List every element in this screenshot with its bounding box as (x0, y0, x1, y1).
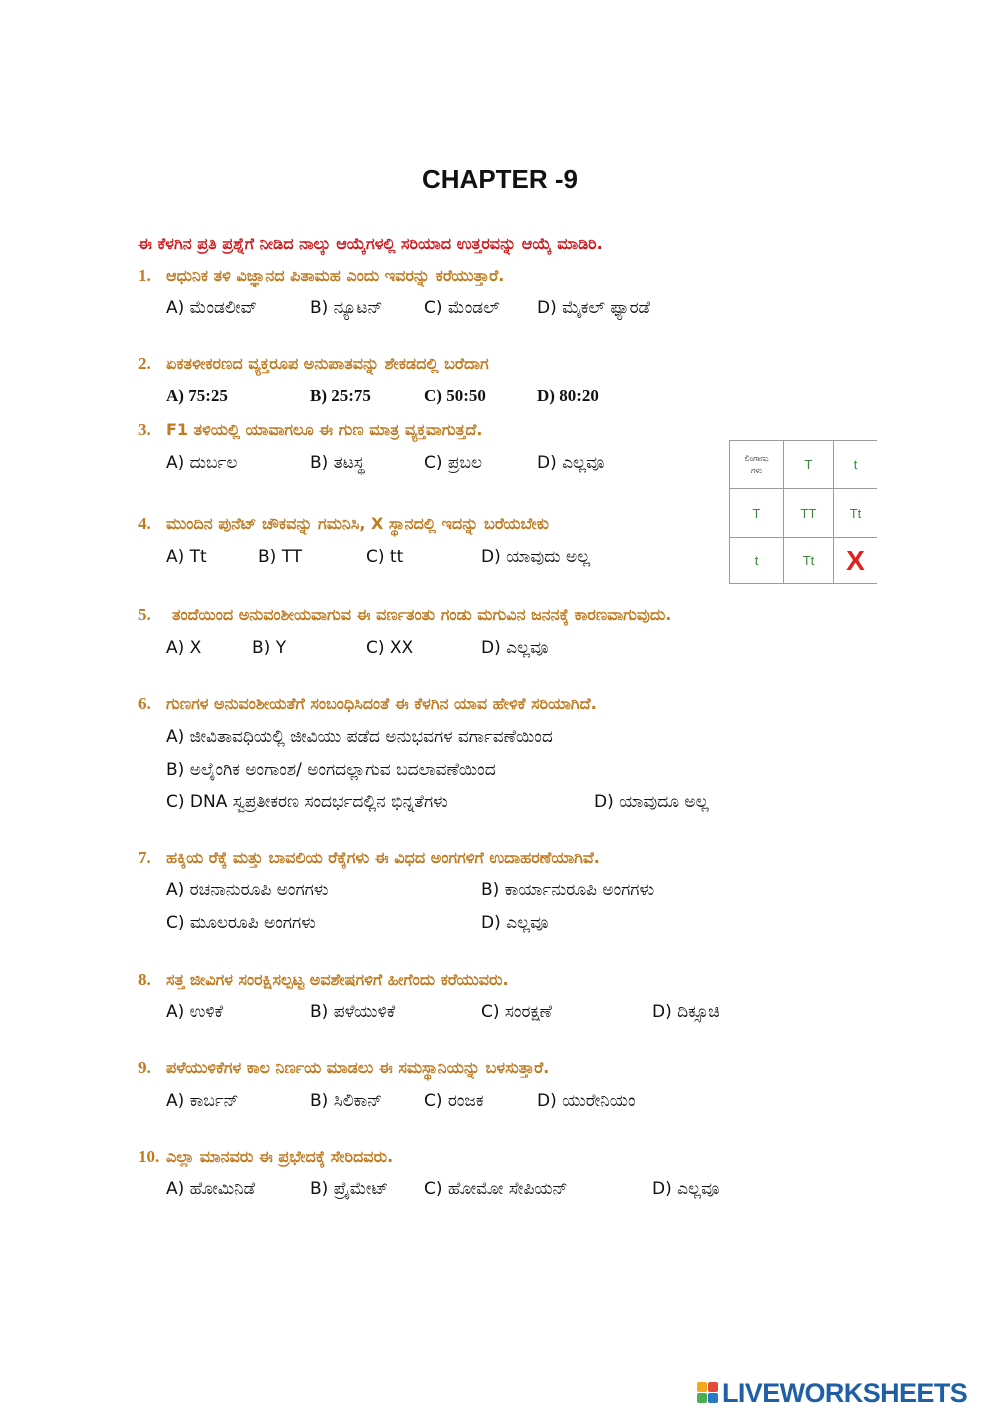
question-text: ಏಕತಳೀಕರಣದ ವ್ಯಕ್ತರೂಪ ಅನುಪಾತವನ್ನು ಶೇಕಡದಲ್ಲಿ ಬರೆದಾಗ (166, 354, 489, 373)
option-b: B) 25:75 (310, 386, 371, 405)
punnett-header-cell: t (834, 441, 878, 489)
option-c: C) tt (366, 547, 404, 567)
option-a: A) ಉಳಿಕೆ (166, 1002, 224, 1022)
question-number: 6. (138, 694, 151, 713)
option-d: D) 80:20 (537, 386, 599, 405)
option-d: D) ಯುರೇನಿಯಂ (537, 1091, 636, 1111)
brand-name: LIVEWORKSHEETS (722, 1377, 968, 1408)
option-d: D) ಎಲ್ಲವೂ (652, 1179, 720, 1199)
question-number: 1. (138, 266, 151, 285)
option-b: B) ಪ್ರೈಮೇಟ್ (310, 1179, 389, 1199)
question-text: ಆಧುನಿಕ ತಳಿ ವಿಜ್ಞಾನದ ಪಿತಾಮಹ ಎಂದು ಇವರನ್ನು ಕರೆಯುತ್ತಾರೆ. (166, 266, 505, 285)
option-b: B) TT (258, 547, 303, 567)
option-b: B) ಕಾರ್ಯಾನುರೂಪಿ ಅಂಗಗಳು (481, 880, 655, 900)
punnett-cell: Tt (784, 538, 834, 584)
question-text: ಪಳೆಯುಳಿಕೆಗಳ ಕಾಲ ನಿರ್ಣಯ ಮಾಡಲು ಈ ಸಮಸ್ಥಾನಿಯನ್ನು ಬಳಸುತ್ತಾರೆ. (166, 1058, 550, 1077)
question-number: 9. (138, 1058, 151, 1077)
option-a: A) ಹೋಮಿನಿಡೆ (166, 1179, 256, 1199)
option-a: A) ರಚನಾನುರೂಪಿ ಅಂಗಗಳು (166, 880, 329, 900)
option-a: A) ದುರ್ಬಲ (166, 453, 238, 473)
question-text: ಸತ್ತ ಜೀವಿಗಳ ಸಂರಕ್ಷಿಸಲ್ಪಟ್ಟ ಅವಶೇಷಗಳಿಗೆ ಹೀಗೆಂದು ಕರೆಯುವರು. (166, 970, 509, 989)
punnett-square (729, 440, 877, 584)
option-c: C) ಮೆಂಡಲ್ (424, 298, 500, 318)
option-a: A) Tt (166, 547, 207, 567)
question-number: 4. (138, 514, 151, 533)
punnett-corner-label: ಲಿಂಗಾಣು (744, 453, 769, 463)
question-text: ತಂದೆಯಿಂದ ಅನುವಂಶೀಯವಾಗುವ ಈ ವರ್ಣತಂತು ಗಂಡು ಮಗುವಿನ ಜನನಕ್ಕೆ ಕಾರಣವಾಗುವುದು. (172, 605, 672, 624)
punnett-corner-label: ಗಳು (750, 465, 763, 475)
question-text: ಹಕ್ಕಿಯ ರೆಕ್ಕೆ ಮತ್ತು ಬಾವಲಿಯ ರೆಕ್ಕೆಗಳು ಈ ವಿಧದ ಅಂಗಗಳಿಗೆ ಉದಾಹರಣೆಯಾಗಿವೆ. (166, 848, 600, 867)
question-text: ಮುಂದಿನ ಪುನೆಟ್ ಚೌಕವನ್ನು ಗಮನಿಸಿ, X ಸ್ಥಾನದಲ್ಲಿ ಇದನ್ನು ಬರೆಯಬೇಕು (166, 514, 550, 533)
question-text: ಎಲ್ಲಾ ಮಾನವರು ಈ ಪ್ರಭೇದಕ್ಕೆ ಸೇರಿದವರು. (166, 1147, 394, 1166)
option-d: D) ಯಾವುದು ಅಲ್ಲ (481, 547, 591, 567)
option-d: D) ಮೈಕಲ್ ಫ್ಯಾರಡೆ (537, 298, 651, 318)
question-number: 2. (138, 354, 151, 373)
option-a: A) 75:25 (166, 386, 228, 405)
option-c: C) ಮೂಲರೂಪಿ ಅಂಗಗಳು (166, 913, 316, 933)
question-number: 10. (138, 1147, 160, 1166)
question-text: ಗುಣಗಳ ಅನುವಂಶೀಯತೆಗೆ ಸಂಬಂಧಿಸಿದಂತೆ ಈ ಕೆಳಗಿನ ಯಾವ ಹೇಳಿಕೆ ಸರಿಯಾಗಿದೆ. (166, 694, 597, 713)
option-b: B) ಅಲೈಂಗಿಕ ಅಂಗಾಂಶ/ ಅಂಗದಲ್ಲಾಗುವ ಬದಲಾವಣೆಯಿಂದ (166, 760, 496, 780)
page-title: CHAPTER -9 (421, 164, 578, 194)
instruction-text: ಈ ಕೆಳಗಿನ ಪ್ರತಿ ಪ್ರಶ್ನೆಗೆ ನೀಡಿದ ನಾಲ್ಕು ಆಯ್ಕೆಗಳಲ್ಲಿ ಸರಿಯಾದ ಉತ್ತರವನ್ನು ಆಯ್ಕೆ ಮಾಡಿರಿ. (138, 234, 603, 253)
option-d: D) ಎಲ್ಲವೂ (481, 913, 549, 933)
option-c: C) ಸಂರಕ್ಷಣೆ (481, 1002, 553, 1022)
option-a: A) ಕಾರ್ಬನ್ (166, 1091, 239, 1111)
punnett-corner-cell (730, 441, 784, 489)
option-b: B) ಪಳೆಯುಳಿಕೆ (310, 1002, 396, 1022)
option-c: C) DNA ಸ್ವಪ್ರತೀಕರಣ ಸಂದರ್ಭದಲ್ಲಿನ ಭಿನ್ನತೆಗಳು (166, 792, 448, 812)
option-c: C) ಹೋಮೋ ಸೇಪಿಯನ್ (424, 1179, 568, 1199)
punnett-cell: Tt (834, 489, 878, 538)
punnett-row-label: T (730, 489, 784, 538)
punnett-cell: TT (784, 489, 834, 538)
punnett-unknown-mark: X (834, 538, 878, 584)
option-a: A) X (166, 638, 202, 658)
question-text: F1 ತಳಿಯಲ್ಲಿ ಯಾವಾಗಲೂ ಈ ಗುಣ ಮಾತ್ರ ವ್ಯಕ್ತವಾಗುತ್ತದೆ. (166, 420, 483, 439)
option-a: A) ಜೀವಿತಾವಧಿಯಲ್ಲಿ ಜೀವಿಯು ಪಡೆದ ಅನುಭವಗಳ ವರ್ಗಾವಣೆಯಿಂದ (166, 727, 553, 747)
question-number: 8. (138, 970, 151, 989)
option-b: B) ನ್ಯೂಟನ್ (310, 298, 383, 318)
option-c: C) 50:50 (424, 386, 486, 405)
question-number: 7. (138, 848, 151, 867)
liveworksheets-logo (697, 1378, 967, 1408)
option-b: B) ತಟಸ್ಥ (310, 453, 365, 473)
option-d: D) ಎಲ್ಲವೂ (481, 638, 549, 658)
option-d: D) ಯಾವುದೂ ಅಲ್ಲ (594, 792, 709, 812)
option-d: D) ದಿಕ್ಸೂಚಿ (652, 1002, 720, 1022)
option-b: B) ಸಿಲಿಕಾನ್ (310, 1091, 383, 1111)
question-number: 3. (138, 420, 151, 439)
option-c: C) ರಂಜಕ (424, 1091, 484, 1111)
option-c: C) ಪ್ರಬಲ (424, 453, 483, 473)
punnett-header-cell: T (784, 441, 834, 489)
option-d: D) ಎಲ್ಲವೂ (537, 453, 605, 473)
question-number: 5. (138, 605, 151, 624)
option-b: B) Y (252, 638, 287, 658)
option-c: C) XX (366, 638, 414, 658)
liveworksheets-logo-icon (697, 1380, 719, 1406)
option-a: A) ಮೆಂಡಲೀವ್ (166, 298, 258, 318)
punnett-row-label: t (730, 538, 784, 584)
